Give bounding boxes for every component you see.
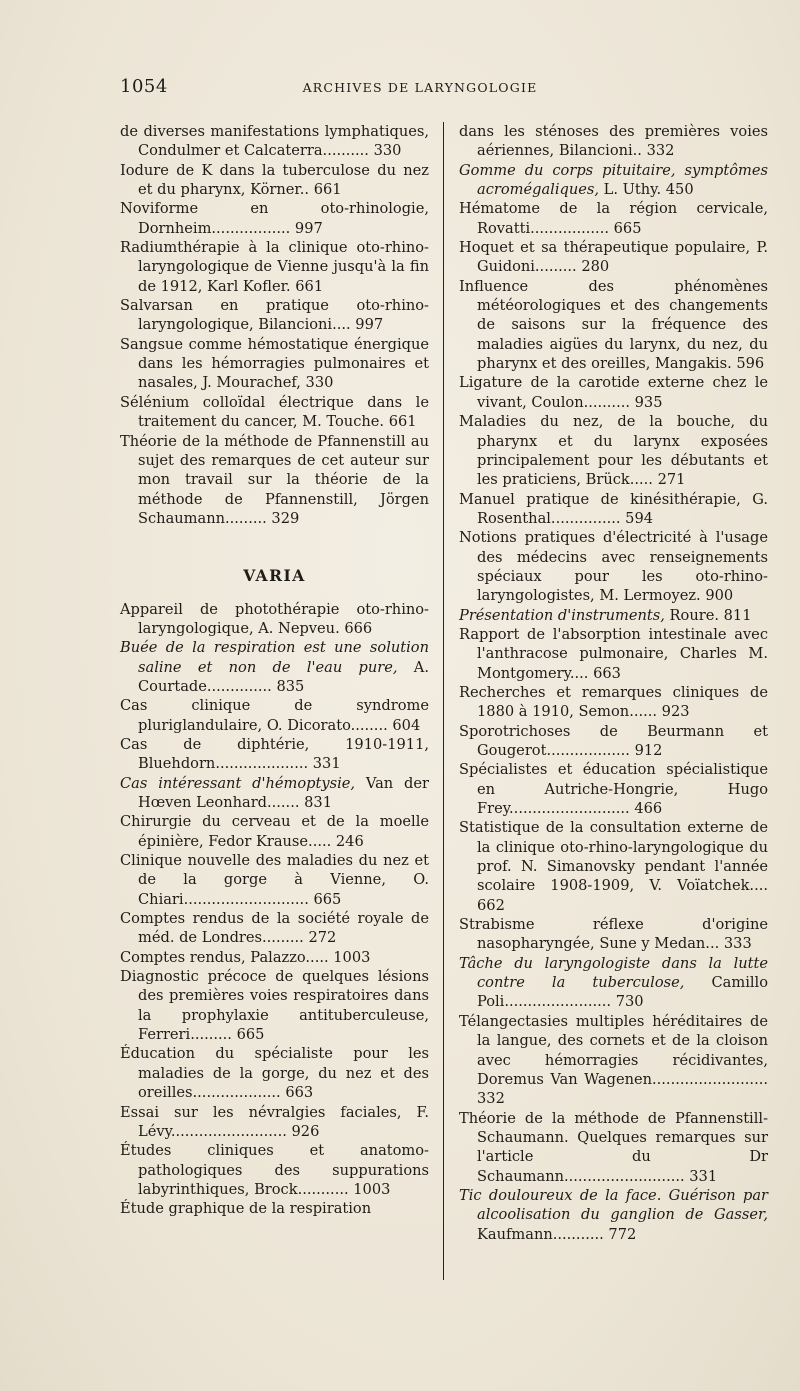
- index-entry: [120, 696, 429, 735]
- entry-page-number: 811: [723, 606, 752, 624]
- running-title: ARCHIVES DE LARYNGOLOGIE: [302, 80, 538, 95]
- entry-page-number: 332: [646, 142, 675, 160]
- entry-page-number: 663: [593, 664, 621, 682]
- index-entry: [459, 1109, 768, 1186]
- page-number: 1054: [120, 76, 168, 97]
- entry-text: de diverses manifestations lymphatiques, Condulmer et Calcaterra..........: [120, 123, 429, 160]
- index-entry: [459, 161, 768, 200]
- entry-page-number: 1003: [333, 948, 371, 966]
- entry-text: Kaufmann...........: [477, 1225, 604, 1243]
- entry-page-number: 665: [313, 890, 342, 908]
- entry-page-number: 730: [615, 993, 644, 1011]
- entry-page-number: 594: [625, 509, 654, 527]
- entry-page-number: 665: [613, 219, 642, 237]
- index-entry: [459, 625, 768, 683]
- index-entry: [120, 238, 429, 296]
- entry-text: Van der Hœven Leonhard.......: [138, 774, 429, 811]
- entry-title-italic: Gomme du corps pituitaire, symptômes acromégaliques,: [459, 161, 768, 199]
- index-entry: [459, 915, 768, 954]
- entry-text: Rapport de l'absorption intestinale avec l'anthracose pulmonaire, Charles M. Montgomery....: [459, 625, 768, 682]
- index-entry: [120, 851, 429, 909]
- entry-page-number: 663: [285, 1084, 314, 1102]
- index-entry: [459, 122, 768, 161]
- entry-page-number: 271: [657, 471, 686, 489]
- index-entry: [120, 774, 429, 813]
- entry-page-number: 935: [634, 393, 663, 411]
- entry-text: Appareil de photothérapie oto-rhino-laryngologique, A. Nepveu.: [120, 600, 429, 637]
- entry-page-number: 1003: [353, 1180, 391, 1198]
- index-entry: [459, 683, 768, 722]
- entry-text: Salvarsan en pratique oto-rhino-laryngologique, Bilancioni....: [120, 297, 429, 334]
- entry-text: Statistique de la consultation externe de la clinique oto-rhino-laryngologique du prof. N. Simanovsky pendant l'année scolaire 1908-1909, V. Voïatchek....: [459, 819, 768, 895]
- entry-page-number: 330: [373, 142, 402, 160]
- entry-page-number: 331: [312, 755, 341, 773]
- entry-page-number: 923: [661, 703, 690, 721]
- entry-text: Clinique nouvelle des maladies du nez et de la gorge à Vienne, O. Chiari...........................: [120, 852, 429, 908]
- entry-text: Chirurgie du cerveau et de la moelle épinière, Fedor Krause.....: [120, 813, 429, 850]
- entry-text: Études cliniques et anatomo-pathologiques des suppurations labyrinthiques, Brock...........: [120, 1142, 429, 1198]
- entry-text: Recherches et remarques cliniques de 1880 à 1910, Semon......: [459, 683, 768, 721]
- entry-text: Cas clinique de syndrome pluriglandulaire, O. Dicorato........: [120, 697, 429, 734]
- entries-group-a: [120, 122, 429, 528]
- index-entry: [120, 967, 429, 1044]
- index-entry: [459, 818, 768, 915]
- index-entry: [120, 296, 429, 335]
- entry-page-number: 835: [276, 677, 305, 695]
- entries-group-b: [120, 600, 429, 1219]
- left-column: [120, 122, 429, 1219]
- entry-text: Hématome de la région cervicale, Rovatti.................: [459, 200, 768, 237]
- index-entry: [120, 948, 429, 967]
- entry-title-italic: Présentation d'instruments,: [459, 606, 665, 624]
- index-entry: [459, 373, 768, 412]
- entry-page-number: 246: [335, 832, 364, 850]
- entry-text: Cas de diphtérie, 1910-1911, Bluehdorn....................: [120, 735, 429, 773]
- index-entry: [459, 199, 768, 238]
- index-entry: [120, 909, 429, 948]
- entry-text: Noviforme en oto-rhinologie, Dornheim.................: [120, 200, 429, 237]
- entries-group-right: [459, 122, 768, 1244]
- entry-text: Camillo Poli.......................: [477, 974, 768, 1011]
- entry-text: Sporotrichoses de Beurmann et Gougerot..................: [459, 722, 768, 759]
- entry-text: Notions pratiques d'électricité à l'usage des médecins avec renseignements spéciaux pour les oto-rhino-laryngologistes, M. Lermoyez.: [459, 529, 768, 605]
- entry-text: Éducation du spécialiste pour les maladies de la gorge, du nez et des oreilles...................: [120, 1045, 429, 1102]
- page-header: [120, 76, 720, 100]
- entry-text: Iodure de K dans la tuberculose du nez et du pharynx, Körner..: [120, 161, 429, 199]
- section-heading-varia: VARIA: [243, 566, 306, 586]
- entry-page-number: 926: [291, 1122, 320, 1140]
- entry-page-number: 665: [236, 1026, 265, 1044]
- entry-text: Étude graphique de la respiration: [120, 1200, 372, 1218]
- index-entry: [120, 1199, 429, 1218]
- entry-page-number: 997: [294, 219, 323, 237]
- entry-page-number: 450: [665, 181, 694, 199]
- entry-text: Sélénium colloïdal électrique dans le traitement du cancer, M. Touche.: [120, 393, 429, 431]
- entry-page-number: 912: [634, 742, 663, 759]
- index-entry: [459, 1186, 768, 1244]
- index-entry: [120, 1044, 429, 1102]
- index-entry: [120, 335, 429, 393]
- index-entry: [120, 432, 429, 529]
- index-entry: [459, 722, 768, 761]
- entry-text: Théorie de la méthode de Pfannenstill au sujet des remarques de cet auteur sur mon travail sur la théorie de la méthode de Pfannenstill, Jörgen Schaumann.........: [120, 432, 429, 527]
- index-entry: [120, 393, 429, 432]
- entry-text: Essai sur les névralgies faciales, F. Lévy.........................: [120, 1103, 429, 1140]
- entry-page-number: 333: [723, 935, 752, 953]
- entry-text: Strabisme réflexe d'origine nasopharyngée, Sune y Medan...: [459, 916, 768, 953]
- entry-text: Diagnostic précoce de quelques lésions des premières voies respiratoires dans la prophylaxie antituberculeuse, Ferreri.........: [120, 968, 429, 1044]
- entry-page-number: 661: [313, 181, 342, 199]
- entry-text: Spécialistes et éducation spécialistique en Autriche-Hongrie, Hugo Frey..........................: [459, 761, 768, 818]
- entry-text: Ligature de la carotide externe chez le vivant, Coulon..........: [459, 374, 768, 411]
- index-entry: [120, 735, 429, 774]
- entry-text: A. Courtade..............: [138, 658, 429, 695]
- entry-page-number: 329: [271, 509, 300, 527]
- index-entry: [120, 199, 429, 238]
- entry-title-italic: Tâche du laryngologiste dans la lutte contre la tuberculose,: [459, 954, 768, 992]
- column-divider: [443, 122, 444, 1280]
- index-entry: [459, 1012, 768, 1109]
- entry-page-number: 661: [295, 277, 324, 295]
- entry-page-number: 662: [477, 896, 505, 914]
- entry-page-number: 332: [477, 1090, 505, 1108]
- entry-text: Maladies du nez, de la bouche, du pharynx et du larynx exposées principalement pour les débutants et les praticiens, Brück.....: [459, 413, 768, 489]
- index-entry: [459, 606, 768, 625]
- index-entry: [120, 122, 429, 161]
- entry-text: Comptes rendus, Palazzo.....: [120, 948, 329, 966]
- entry-text: L. Uthy.: [599, 181, 662, 199]
- entry-page-number: 280: [581, 258, 610, 276]
- entry-text: Télangectasies multiples héréditaires de la langue, des cornets et de la cloison avec hémorragies récidivantes, Doremus Van Wagenen.........................: [459, 1012, 768, 1088]
- index-entry: [120, 638, 429, 696]
- entry-page-number: 272: [308, 929, 337, 947]
- index-entry: [459, 490, 768, 529]
- entry-text: Influence des phénomènes météorologiques et des changements de saisons sur la fréquence des maladies aigües du larynx, du nez, du pharynx et des oreilles, Mangakis.: [459, 277, 768, 373]
- index-entry: [459, 528, 768, 605]
- index-entry: [459, 277, 768, 374]
- entry-title-italic: Tic douloureux de la face. Guérison par alcoolisation du ganglion de Gasser,: [459, 1186, 768, 1224]
- entry-page-number: 831: [304, 794, 332, 811]
- index-entry: [120, 812, 429, 851]
- entry-title-italic: Cas intéressant d'hémoptysie,: [120, 774, 356, 792]
- entry-page-number: 330: [305, 374, 334, 392]
- entry-text: Roure.: [664, 606, 719, 624]
- entry-text: Comptes rendus de la société royale de méd. de Londres.........: [120, 910, 429, 947]
- entry-page-number: 604: [392, 716, 421, 734]
- entry-text: Manuel pratique de kinésithérapie, G. Rosenthal...............: [459, 490, 768, 527]
- entry-text: Théorie de la méthode de Pfannenstill-Schaumann. Quelques remarques sur l'article du Dr Schaumann..........................: [459, 1109, 768, 1185]
- entry-page-number: 666: [344, 619, 373, 637]
- index-entry: [459, 238, 768, 277]
- entry-page-number: 772: [608, 1225, 637, 1243]
- entry-text: dans les sténoses des premières voies aériennes, Bilancioni..: [459, 123, 768, 160]
- entry-page-number: 331: [689, 1167, 718, 1185]
- entry-text: Sangsue comme hémostatique énergique dans les hémorragies pulmonaires et nasales, J. Mourachef,: [120, 335, 429, 392]
- index-entry: [459, 760, 768, 818]
- entry-text: Hoquet et sa thérapeutique populaire, P. Guidoni.........: [459, 239, 768, 276]
- index-entry: [120, 1141, 429, 1199]
- entry-page-number: 596: [736, 355, 765, 373]
- entry-title-italic: Buée de la respiration est une solution saline et non de l'eau pure,: [120, 639, 429, 676]
- entry-page-number: 661: [388, 413, 417, 431]
- index-entry: [120, 1103, 429, 1142]
- index-entry: [120, 600, 429, 639]
- entry-text: Radiumthérapie à la clinique oto-rhino-laryngologique de Vienne jusqu'à la fin de 1912, Karl Kofler.: [120, 239, 429, 295]
- index-entry: [120, 161, 429, 200]
- entry-page-number: 900: [705, 587, 734, 605]
- entry-page-number: 997: [355, 316, 384, 334]
- index-entry: [459, 954, 768, 1012]
- entry-page-number: 466: [634, 800, 663, 818]
- right-column: [459, 122, 768, 1244]
- index-entry: [459, 412, 768, 489]
